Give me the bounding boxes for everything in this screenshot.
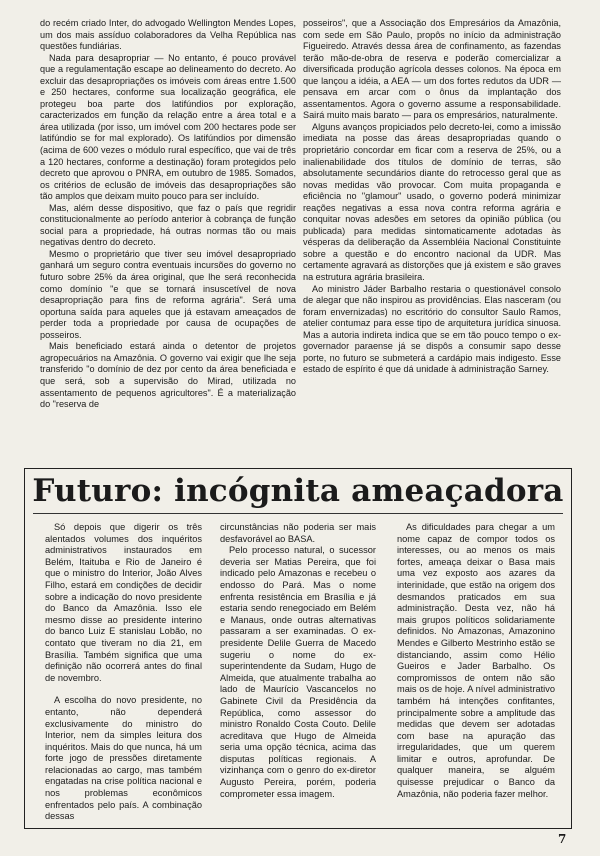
- paragraph: Mesmo o proprietário que tiver seu imóvel desapropriado ganhará um seguro contra eventuais incursões do governo no futuro sobre 25% da área original, que lhe será reconhecida como domínio "e que se tornará insuscetível de nova desapropriação para fins de reforma agrária". Será uma oportuna saída para aqueles que já estavam ameaçados de perder toda a propriedade por causa de ocupações de posseiros.: [40, 248, 296, 340]
- page-number: 7: [558, 832, 567, 846]
- paragraph: Pelo processo natural, o sucessor deveria ser Matias Pereira, que foi indicado pelo Amazonas e recebeu o endosso do Pará. Mas o nome enfrenta resistência em Brasília e já estaria sendo renegociado em Belém e Manaus, onde outras alternativas passaram a ser examinadas. O ex-presidente Delile Guerra de Macedo sugeriu o nome do ex-superintendente da Sudam, Hugo de Almeida, que atualmente trabalha ao lado de Maurício Vascancelos no Gabinete Civil da Presidência da República, como assessor do ministro Ronaldo Costa Couto. Delile acreditava que Hugo de Almeida seria uma opção técnica, acima das disputas políticas regionais. A vizinhança com o genro do ex-diretor Augusto Pereira, porém, poderia comprometer essa imagem.: [220, 545, 376, 799]
- boxed-column-1: [45, 522, 202, 823]
- paragraph: Mas, além desse dispositivo, que faz o país que regridir constitucionalmente ao período anterior à cobrança de função social para a propriedade, há outras normas tão ou mais negativas dentro do decreto.: [40, 202, 296, 248]
- paragraph: A escolha do novo presidente, no entanto, não dependerá exclusivamente do ministro do Interior, nem da simples leitura dos inquéritos. Mais do que nunca, há um forte jogo de pressões diretamente relacionadas ao cargo, mas também engatadas na crise política nacional e nos problemas econômicos enfrentados pelo país. A combinação dessas: [45, 695, 202, 822]
- boxed-column-2: [220, 522, 376, 800]
- headline-divider: [33, 513, 563, 514]
- paragraph: Nada para desapropriar — No entanto, é pouco provável que a regulamentação escape ao delineamento do decreto. Ao excluir das desapropriações os imóveis com áreas entre 1.500 e 250 hectares, conforme sua localização geográfica, ele protegeu boa parte dos latifúndios por exploração, caracterizados em função da relação entre a área total e a área utilizada (por isso, um imóvel com 200 hectares pode ser latifúndio se for mal explorado). Os latifúndios por dimensão (acima de 600 vezes o módulo rural específico, que vai de três a 120 hectares, conforme a destinação) foram protegidos pelo decreto que aprovou o PNRA, em outubro de 1985. Somados, os critérios de eclusão de imóveis das desapropriações são tão amplos que deixam muito pouco para ser incluído.: [40, 52, 296, 202]
- paragraph: Alguns avanços propiciados pelo decreto-lei, como a imissão imediata na posse das áreas desapropriadas quando o proprietário concordar em ficar com a reserva de 25%, ou a inalienabilidade dos títulos de domínio de terras, são absolutamente secundários diante do retrocesso geral que as novas medidas vão provocar. Com muita propaganda e eficiência no "glamour" usado, o governo poderá minimizar reações negativas a essa nova contra reforma agrária e conquitar novas adesões em setores da opinião pública (ou publicada) para medidas sintomaticamente adotadas às vésperas da deliberação da Assembléia Nacional Constituinte sobre a questão e do encontro nacional da UDR. Mas certamente agravará as distorções que já existem e são graves na estrutura agrária brasileira.: [303, 121, 561, 283]
- paragraph: Só depois que digerir os três alentados volumes dos inquéritos administrativos instaurados em Belém, Itaituba e Rio de Janeiro é que o ministro do Interior, João Alves Filho, estará em condições de decidir sobre a indicação do novo presidente do Banco da Amazônia. Isso ele mesmo disse ao presidente interino do banco Luiz E stanislau Lobão, no contato que tiveram no dia 21, em Brasília. Também significa que uma definição não ocorrerá antes do final de novembro.: [45, 522, 202, 683]
- paragraph: circunstâncias não poderia ser mais desfavorável ao BASA.: [220, 522, 376, 544]
- paragraph: As dificuldades para chegar a um nome capaz de compor todos os interesses, ou ao menos os mais fortes, ameaça deixar o Basa mais uma vez exposto aos azares da interinidade, que estão na origem dos desmandos praticados em sua administração. Desta vez, não há mais grupos políticos solidariamente definidos. No Amazonas, Amazonino Mendes e Gilberto Mestrinho estão se distanciando, assim como Hélio Gueiros e Jader Barbalho. Os compromissos de ontem não são mais os de hoje. A nível administrativo também há intenções confitantes, principalmente sobre a amplitude das medidas que devem ser adotadas com base na apuração das irregularidades, que um querem limitar e outros, aprofundar. De qualquer maneira, se alguém quisesse prejudicar o Banco da Amazônia, não poderia fazer melhor.: [397, 522, 555, 799]
- boxed-column-3: [397, 522, 555, 800]
- boxed-article: [24, 468, 572, 829]
- paragraph: Ao ministro Jáder Barbalho restaria o questionável consolo de alegar que não inspirou as providências. Elas nasceram (ou foram envernizadas) no escritório do consultor Saulo Ramos, atelier contumaz para esse tipo de arquitetura jurídica sinuosa. Mas a autoria indireta indica que se em tão pouco tempo o ex-governador paraense já se dispôs a consumir sapo desse porte, no futuro se submeterá a cardápio mais indigesto. Esse estado de espírito é que dá unidade à administração Sarney.: [303, 283, 561, 375]
- paragraph: Mais beneficiado estará ainda o detentor de projetos agropecuários na Amazônia. O governo vai exigir que lhe seja transferido "o domínio de dez por cento da área beneficiada e que será, sob a supervisão do Mirad, utilizada no assentamento de pequenos agricultores". É a materialização do "reserva de: [40, 341, 296, 410]
- article-column-left: [40, 18, 296, 411]
- article-column-right: [303, 18, 561, 376]
- paragraph: posseiros", que a Associação dos Empresários da Amazônia, com sede em São Paulo, propôs no início da administração Figueiredo. Através dessa área de confinamento, as fazendas terão mão-de-obra de reserva e poderão comercializar a diversificada produção agrícola desses colonos. Na época em que lançou a idéia, a AEA — um dos fortes redutos da UDR — pensava em arcar com o ônus da implantação dos assentamentos. Agora o governo assume a responsabilidade. Sairá muito mais barato — para os empresários, naturalmente.: [303, 18, 561, 121]
- boxed-headline: Futuro: incógnita ameaçadora: [32, 473, 564, 509]
- paragraph: do recém criado Inter, do advogado Wellington Mendes Lopes, um dos mais assíduo colaboradores da Velha República nas questões fundiárias.: [40, 18, 296, 52]
